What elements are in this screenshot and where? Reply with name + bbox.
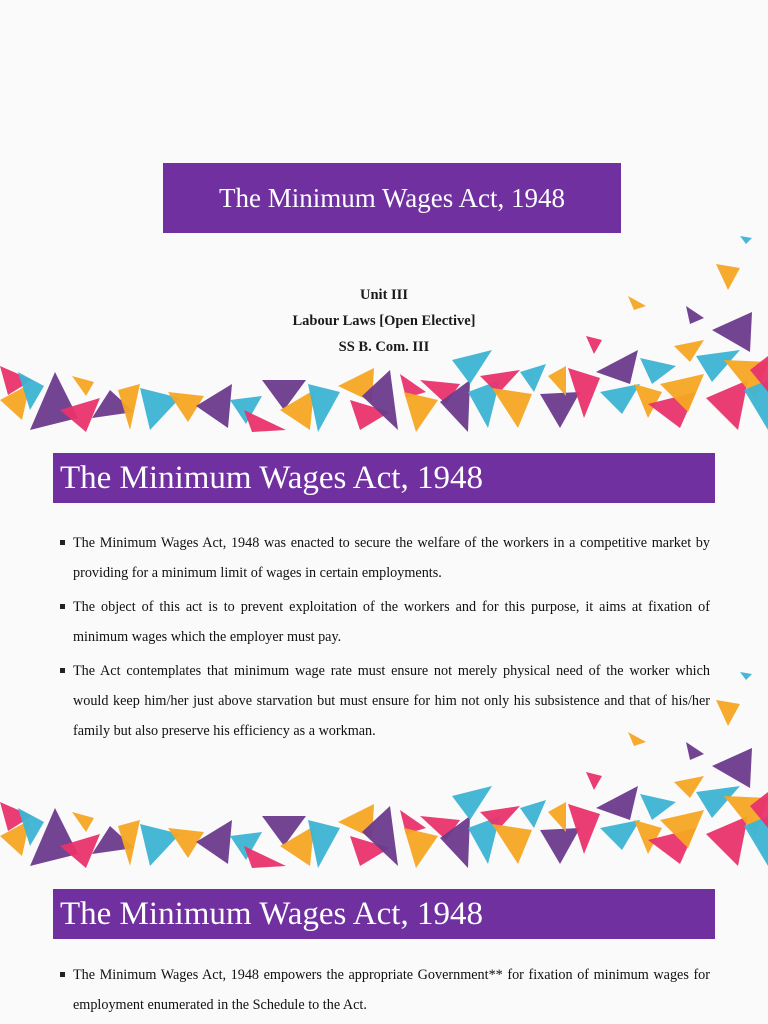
confetti-triangle bbox=[492, 824, 532, 864]
confetti-triangle bbox=[0, 366, 32, 395]
bullet-item bbox=[60, 592, 710, 652]
confetti-triangle bbox=[596, 786, 638, 820]
confetti-triangle bbox=[520, 800, 546, 828]
confetti-triangle bbox=[338, 804, 374, 838]
confetti-triangle bbox=[750, 792, 768, 828]
confetti-triangle bbox=[18, 372, 44, 410]
subtitle-class: SS B. Com. III bbox=[338, 339, 430, 355]
confetti-triangle bbox=[640, 794, 676, 820]
confetti-triangle bbox=[600, 384, 640, 414]
bullet-item bbox=[60, 528, 710, 588]
confetti-triangle bbox=[452, 786, 492, 820]
confetti-triangle bbox=[634, 384, 662, 418]
bullet-square-icon bbox=[60, 540, 65, 545]
confetti-triangle bbox=[30, 808, 78, 866]
slide-heading-box bbox=[53, 889, 715, 939]
confetti-triangle bbox=[92, 826, 134, 854]
bullet-text: The object of this act is to prevent exploitation of the workers and for this purpose, it aims at fixation of minimum wages which the employer must pay. bbox=[73, 599, 710, 645]
confetti-triangle bbox=[118, 820, 140, 866]
confetti-triangle bbox=[640, 358, 676, 384]
confetti-triangle bbox=[468, 816, 500, 864]
confetti-triangle bbox=[0, 820, 30, 856]
confetti-triangle bbox=[520, 364, 546, 392]
confetti-triangle bbox=[706, 380, 748, 430]
confetti-triangle bbox=[196, 384, 232, 428]
slide-content-2 bbox=[0, 872, 768, 1024]
bullet-item bbox=[60, 960, 710, 1020]
confetti-triangle bbox=[230, 832, 262, 860]
bullet-list bbox=[60, 960, 710, 1024]
confetti-triangle bbox=[140, 824, 180, 866]
confetti-triangle bbox=[168, 828, 204, 858]
confetti-triangle bbox=[18, 808, 44, 846]
slide-heading-text: The Minimum Wages Act, 1948 bbox=[60, 459, 483, 496]
confetti-triangle bbox=[196, 820, 232, 864]
confetti-triangle bbox=[724, 796, 768, 836]
confetti-triangle bbox=[350, 836, 390, 866]
confetti-triangle bbox=[262, 816, 306, 846]
confetti-triangle bbox=[600, 820, 640, 850]
confetti-triangle bbox=[30, 372, 78, 430]
confetti-triangle bbox=[404, 392, 438, 432]
confetti-triangle bbox=[660, 374, 704, 412]
confetti-triangle bbox=[706, 816, 748, 866]
slide-heading-box bbox=[53, 453, 715, 503]
confetti-triangle bbox=[740, 236, 752, 244]
confetti-triangle bbox=[440, 380, 470, 432]
slide-title bbox=[0, 0, 768, 436]
bullet-square-icon bbox=[60, 972, 65, 977]
bullet-list bbox=[60, 528, 710, 750]
confetti-triangle bbox=[716, 700, 740, 726]
confetti-triangle bbox=[0, 384, 30, 420]
confetti-triangle bbox=[648, 392, 696, 428]
confetti-triangle bbox=[362, 370, 398, 430]
slide-heading-text: The Minimum Wages Act, 1948 bbox=[60, 895, 483, 932]
confetti-triangle bbox=[744, 380, 768, 430]
confetti-triangle bbox=[750, 356, 768, 392]
confetti-triangle bbox=[744, 816, 768, 866]
confetti-triangle bbox=[586, 772, 602, 790]
confetti-triangle bbox=[404, 828, 438, 868]
confetti-triangle bbox=[140, 388, 180, 430]
confetti-triangle bbox=[400, 810, 426, 834]
confetti-triangle bbox=[308, 384, 340, 432]
confetti-triangle bbox=[308, 820, 340, 868]
confetti-triangle bbox=[674, 776, 704, 798]
confetti-triangle bbox=[492, 388, 532, 428]
bullet-square-icon bbox=[60, 668, 65, 673]
confetti-triangle bbox=[648, 828, 696, 864]
confetti-triangle bbox=[280, 826, 314, 866]
confetti-triangle bbox=[230, 396, 262, 424]
confetti-triangle bbox=[262, 380, 306, 410]
confetti-triangle bbox=[362, 806, 398, 866]
slide-title-text: The Minimum Wages Act, 1948 bbox=[218, 182, 566, 213]
confetti-triangle bbox=[724, 360, 768, 400]
confetti-triangle bbox=[660, 810, 704, 848]
confetti-triangle bbox=[568, 804, 600, 854]
confetti-triangle bbox=[420, 816, 460, 840]
confetti-triangle bbox=[468, 380, 500, 428]
confetti-triangle bbox=[568, 368, 600, 418]
confetti-triangle bbox=[72, 812, 94, 832]
confetti-triangle bbox=[740, 672, 752, 680]
confetti-triangle bbox=[540, 392, 580, 428]
slide-title-box bbox=[163, 163, 621, 233]
confetti-triangle bbox=[548, 366, 566, 396]
confetti-triangle bbox=[92, 390, 134, 418]
bullet-text: The Minimum Wages Act, 1948 was enacted to secure the welfare of the workers in a competitive market by providing for a minimum limit of wages in certain employments. bbox=[73, 535, 710, 581]
subtitle-unit: Unit III bbox=[360, 287, 408, 303]
confetti-triangle bbox=[440, 816, 470, 868]
subtitle-course: Labour Laws [Open Elective] bbox=[292, 313, 476, 329]
confetti-triangle bbox=[548, 802, 566, 832]
confetti-triangle bbox=[280, 390, 314, 430]
confetti-triangle bbox=[350, 400, 390, 430]
confetti-triangle bbox=[480, 370, 520, 394]
confetti-triangle bbox=[696, 786, 740, 818]
confetti-triangle bbox=[244, 846, 286, 868]
confetti-triangle bbox=[60, 398, 100, 432]
bullet-item bbox=[60, 656, 710, 746]
bullet-square-icon bbox=[60, 604, 65, 609]
confetti-triangle bbox=[540, 828, 580, 864]
confetti-triangle bbox=[168, 392, 204, 422]
confetti-triangle bbox=[480, 806, 520, 830]
confetti-triangle bbox=[244, 410, 286, 432]
confetti-triangle bbox=[338, 368, 374, 402]
confetti-triangle bbox=[60, 834, 100, 868]
bullet-text: The Act contemplates that minimum wage rate must ensure not merely physical need of the worker which would keep him/her just above starvation but must ensure for him not only his subsistence and that of his/her family but also preserve his efficiency as a workman. bbox=[73, 663, 710, 739]
confetti-triangle bbox=[118, 384, 140, 430]
slide-content-1 bbox=[0, 436, 768, 872]
confetti-triangle bbox=[400, 374, 426, 398]
confetti-triangle bbox=[712, 748, 752, 788]
confetti-triangle bbox=[72, 376, 94, 396]
confetti-triangle bbox=[420, 380, 460, 404]
confetti-triangle bbox=[634, 820, 662, 854]
subtitle-block bbox=[0, 282, 768, 360]
bullet-text: The Minimum Wages Act, 1948 empowers the appropriate Government** for fixation of minimum wages for employment enumerated in the Schedule to the Act. bbox=[73, 967, 710, 1013]
confetti-triangle bbox=[0, 802, 32, 831]
